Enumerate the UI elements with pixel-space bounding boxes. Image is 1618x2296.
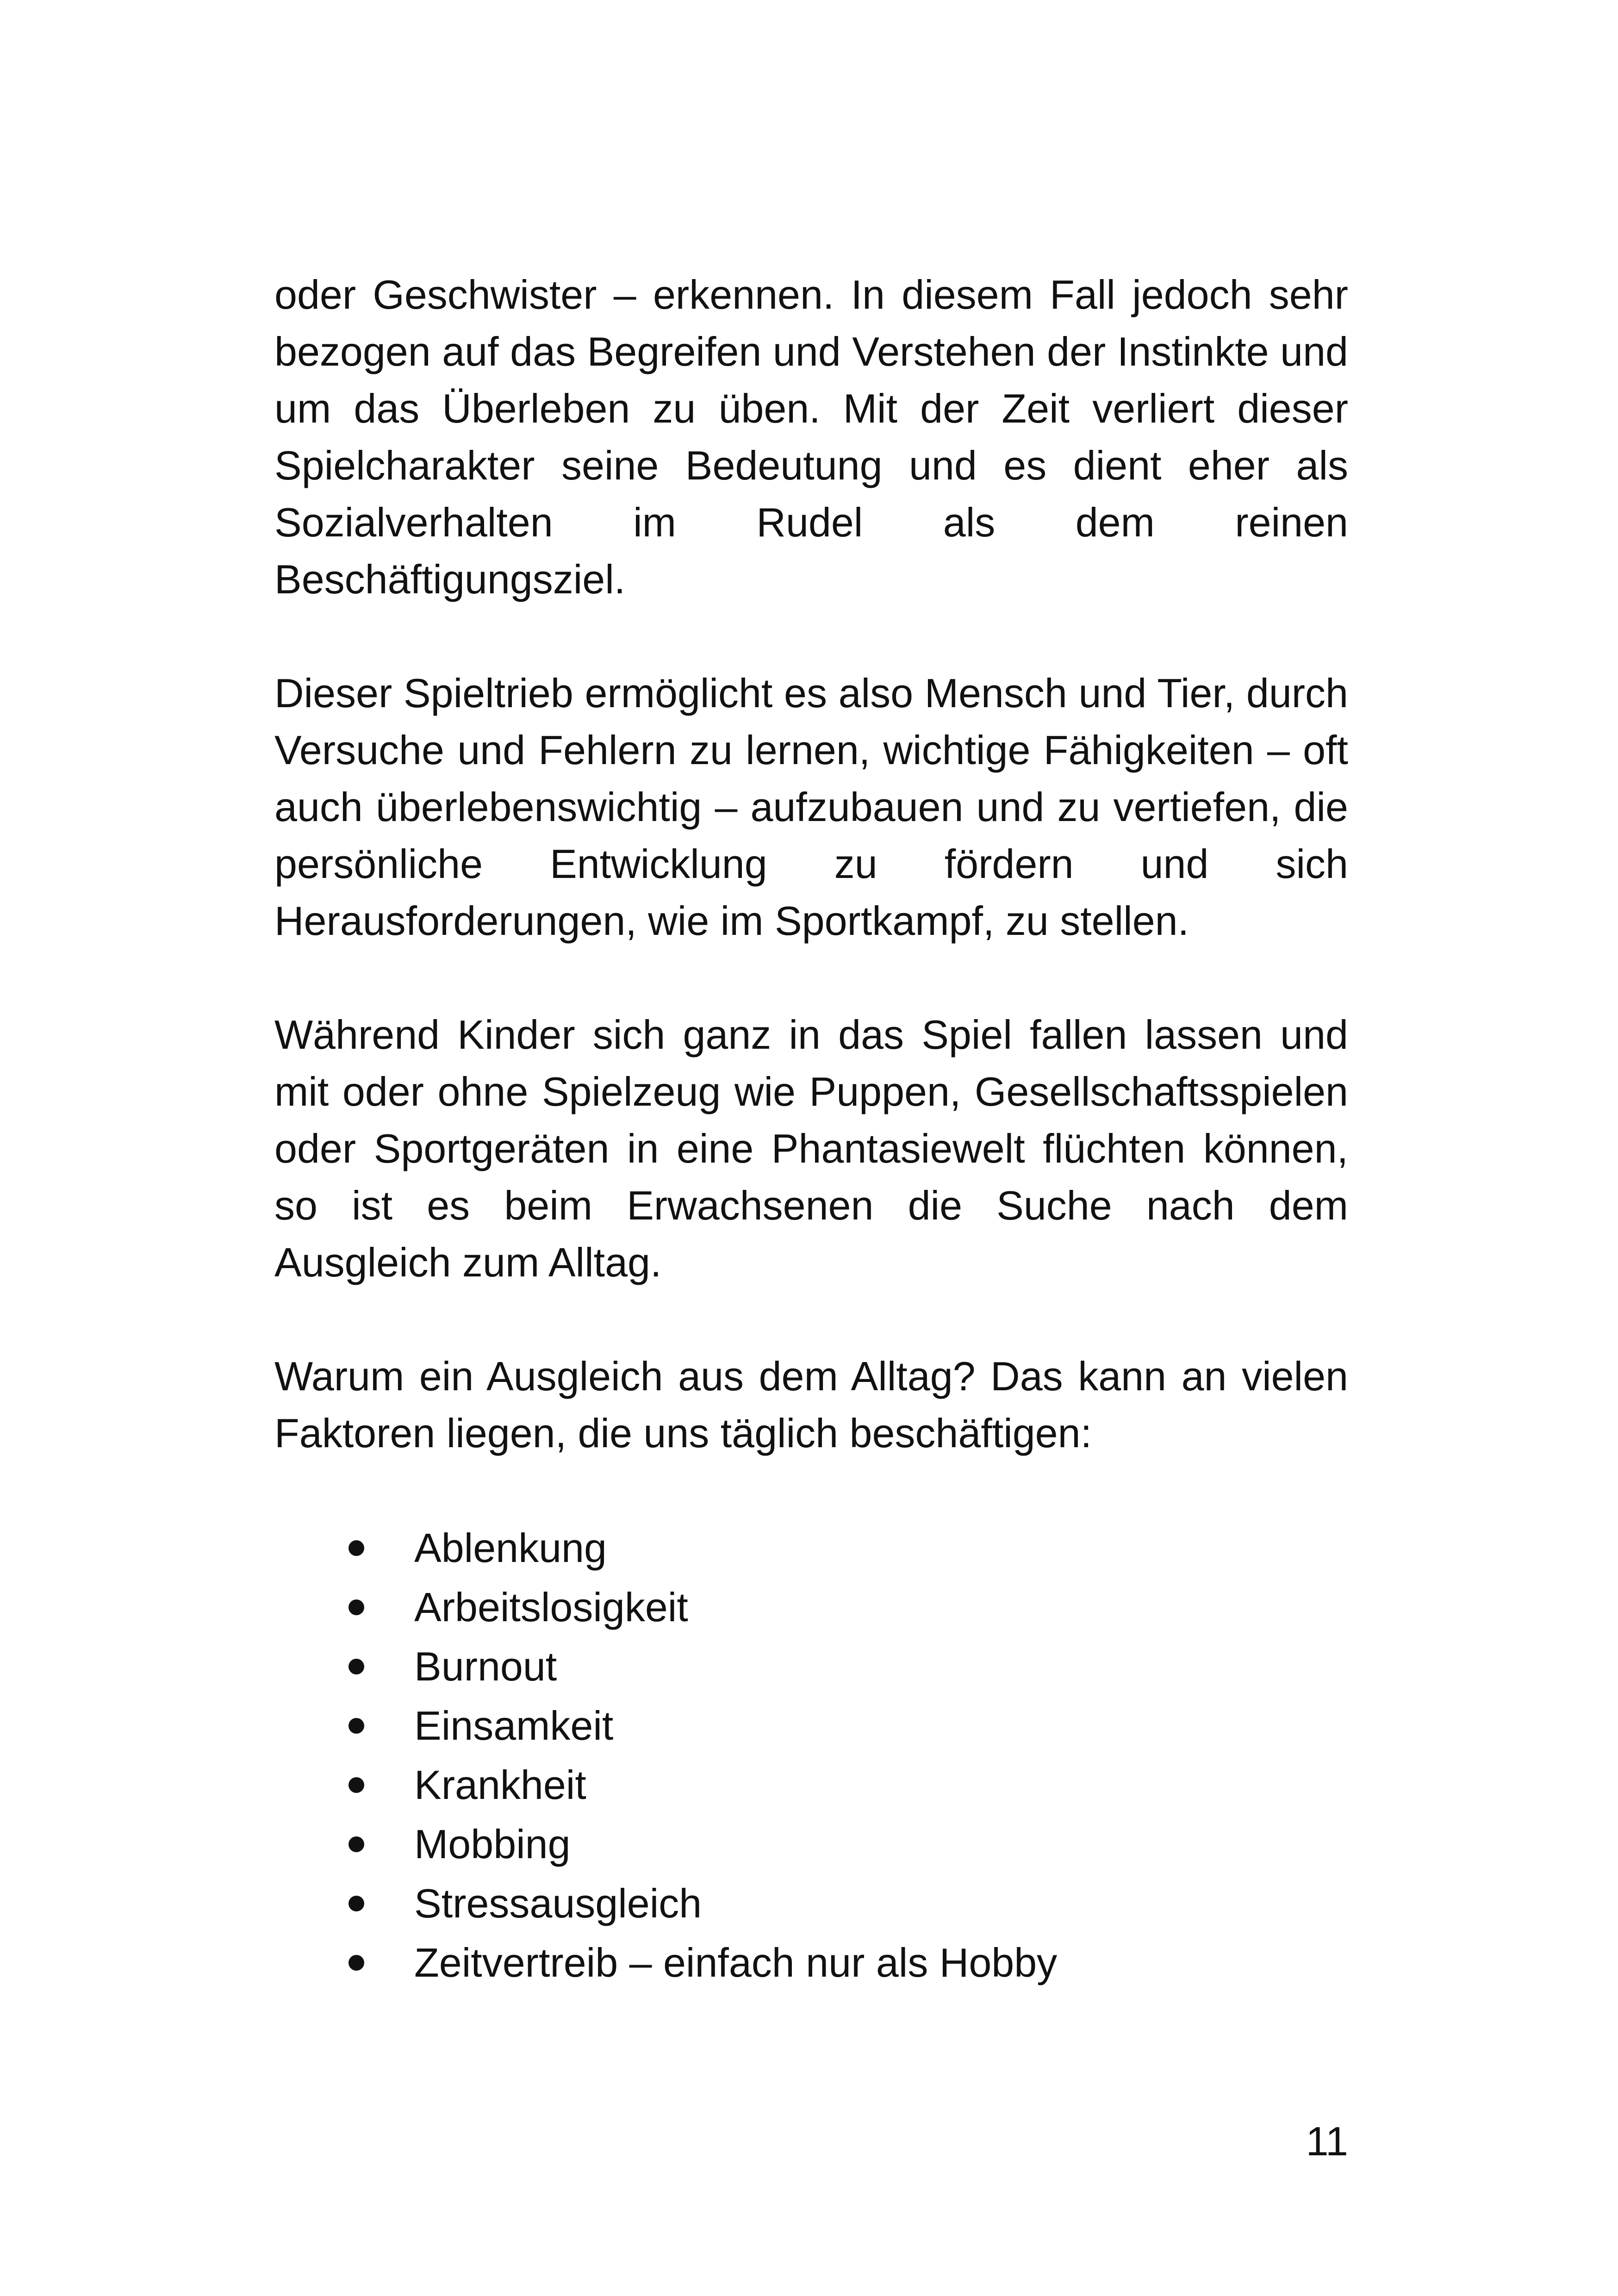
bullet-item [274, 1578, 1348, 1637]
bullet-icon [348, 1836, 364, 1852]
bullet-text: Stressausgleich [414, 1880, 702, 1926]
bullet-text: Arbeitslosigkeit [414, 1584, 688, 1630]
bullet-icon [348, 1599, 364, 1615]
bullet-item [274, 1874, 1348, 1933]
bullet-icon [348, 1955, 364, 1971]
bullet-item [274, 1518, 1348, 1578]
bullet-list [274, 1518, 1348, 1992]
paragraph-1: oder Geschwister – erkennen. In diesem Fall jedoch sehr bezogen auf das Begreifen und Verstehen der Instinkte und um das Überleben zu üben. Mit der Zeit verliert dieser Spielcharakter seine Bedeutung und es dient eher als Sozialverhalten im Rudel als dem reinen Beschäftigungsziel. [274, 272, 1348, 602]
bullet-item [274, 1815, 1348, 1874]
bullet-text: Zeitvertreib – einfach nur als Hobby [414, 1940, 1058, 1985]
bullet-icon [348, 1540, 364, 1556]
bullet-icon [348, 1896, 364, 1911]
body-text [274, 266, 1348, 1992]
bullet-text: Ablenkung [414, 1525, 607, 1571]
bullet-icon [348, 1777, 364, 1793]
paragraph-3: Während Kinder sich ganz in das Spiel fallen lassen und mit oder ohne Spielzeug wie Puppen, Gesellschaftsspielen oder Sportgeräten in eine Phantasiewelt flüchten können, so ist es beim Erwachsenen die Suche nach dem Ausgleich zum Alltag. [274, 1012, 1348, 1285]
bullet-item [274, 1637, 1348, 1696]
bullet-item [274, 1696, 1348, 1755]
page-number: 11 [1306, 2118, 1348, 2164]
paragraph-2: Dieser Spieltrieb ermöglicht es also Mensch und Tier, durch Versuche und Fehlern zu lernen, wichtige Fähigkeiten – oft auch überlebenswichtig – aufzubauen und zu vertiefen, die persönliche Entwicklung zu fördern und sich Herausforderungen, wie im Sportkampf, zu stellen. [274, 670, 1348, 944]
bullet-icon [348, 1718, 364, 1734]
bullet-text: Krankheit [414, 1762, 586, 1808]
bullet-text: Einsamkeit [414, 1703, 614, 1748]
bullet-text: Mobbing [414, 1821, 571, 1867]
bullet-item [274, 1755, 1348, 1815]
bullet-icon [348, 1659, 364, 1674]
paragraph-4: Warum ein Ausgleich aus dem Alltag? Das kann an vielen Faktoren liegen, die uns täglich beschäftigen: [274, 1353, 1348, 1456]
bullet-text: Burnout [414, 1643, 557, 1689]
bullet-item [274, 1933, 1348, 1992]
